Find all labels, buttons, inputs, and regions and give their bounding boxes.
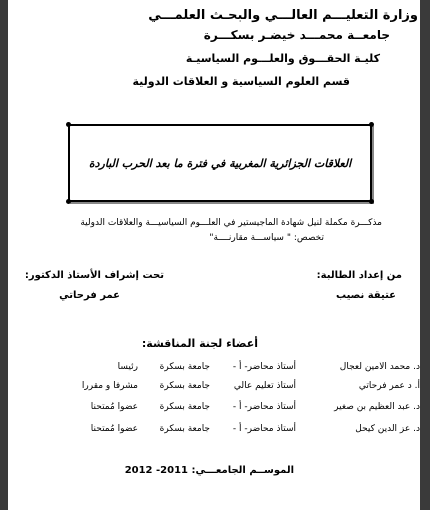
faculty-heading: كليـة الحقـــوق والعلـــوم السياسيـة [185,52,380,65]
member-role: مشرفا و مقررا [81,381,138,391]
committee-title: أعضاء لجنة المناقشة: [141,337,258,350]
member-name: د. عز الدين كيحل [355,424,420,434]
member-role: رئيسا [117,362,138,372]
member-university: جامعة بسكرة [159,381,210,391]
thesis-description: مذكـــرة مكملة لنيل شهادة الماجيستير في العلـــوم السياسيـــة والعلاقات الدولية [80,218,382,228]
frame-corner-ornament [369,199,374,204]
member-rank: أستاذ محاضر- أ - [232,402,296,412]
committee-row [8,424,420,440]
frame-corner-ornament [369,122,374,127]
member-rank: أستاذ محاضر- أ - [232,424,296,434]
committee-row [8,381,420,397]
member-name: أ. د عمر فرحاتي [358,381,420,391]
prepared-by-label: من إعداد الطالبة: [316,270,402,281]
thesis-title: العلاقات الجزائرية المغربية في فترة ما بعد الحرب الباردة [88,156,352,170]
thesis-title-frame [68,124,372,202]
member-university: جامعة بسكرة [159,424,210,434]
frame-corner-ornament [66,199,71,204]
committee-row [8,402,420,418]
frame-corner-ornament [66,122,71,127]
member-name: د. عبد العظيم بن صغير [334,402,420,412]
university-heading: جامعــة محمـــد خيضـر بسكـــرة [203,28,390,42]
member-name: د. محمد الامين لعجال [339,362,420,372]
member-rank: أستاذ محاضر- أ - [232,362,296,372]
member-rank: أستاذ تعليم عالي [233,381,296,391]
department-heading: قسم العلوم السياسية و العلاقات الدولية [132,75,350,88]
document-page [8,0,420,510]
ministry-heading: وزارة التعليـــم العالـــي والبحـث العلمـــي [148,8,418,23]
member-university: جامعة بسكرة [159,402,210,412]
student-name: عتيقة نصيب [335,290,396,301]
academic-year: الموســم الجامعـــي: 2011- 2012 [124,465,294,476]
member-role: عضوا مُمتحنا [90,424,138,434]
member-university: جامعة بسكرة [159,362,210,372]
supervisor-label: تحت إشراف الأستاذ الدكتور: [24,270,164,281]
member-role: عضوا مُمتحنا [90,402,138,412]
committee-row [8,362,420,378]
supervisor-name: عمر فرحاتي [59,290,120,301]
thesis-specialization: تخصص: " سياســـة مقارنــــة" [209,233,324,243]
